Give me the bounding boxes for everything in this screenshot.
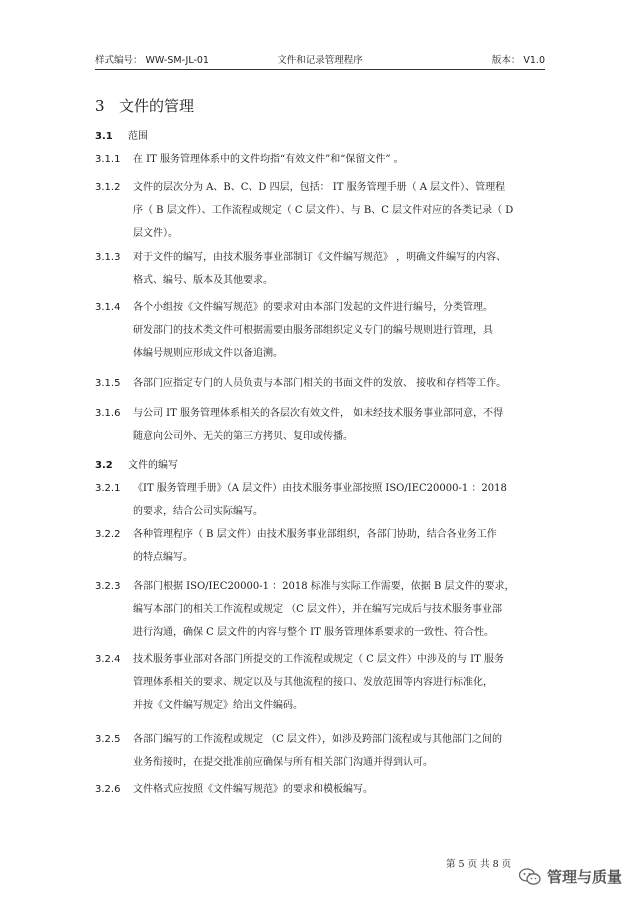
clause-number: 3.2.5 <box>95 734 121 745</box>
clause-number: 3.2.3 <box>95 581 121 592</box>
section-heading <box>95 95 194 116</box>
subsection-number: 3.1 <box>95 131 113 142</box>
clause-text-line: 在 IT 服务管理体系中的文件均指“有效文件”和“保留文件” 。 <box>133 154 404 165</box>
clause-text-line: 技术服务事业部对各部门所提交的工作流程或规定（ C 层文件）中涉及的与 IT 服务 <box>133 654 504 665</box>
wechat-icon <box>519 868 541 886</box>
clause-text-line: 层文件）。 <box>133 228 178 239</box>
clause-text-line: 序（ B 层文件）、工作流程或规定（ C 层文件）、与 B、C 层文件对应的各类记录（ D <box>133 205 514 216</box>
subsection-title: 范围 <box>128 131 148 142</box>
watermark-text: 管理与质量 <box>546 868 622 886</box>
clause-number: 3.2.4 <box>95 654 121 665</box>
clause-text-line: 编写本部门的相关工作流程或规定 （C 层文件），并在编写完成后与技术服务事业部 <box>133 604 503 615</box>
clause-text-line: 随意向公司外、无关的第三方拷贝、复印或传播。 <box>133 431 353 442</box>
document-title: 文件和记录管理程序 <box>277 55 363 66</box>
clause-item <box>95 246 545 292</box>
clause-number: 3.2.6 <box>95 784 121 795</box>
section-title: 文件的管理 <box>119 97 195 115</box>
clause-number: 3.1.1 <box>95 154 121 165</box>
clause-item <box>95 402 545 448</box>
subsection-heading-scope <box>95 127 148 142</box>
clause-text-line: 研发部门的技术类文件可根据需要由服务部组织定义专门的编号规则进行管理，具 <box>133 325 493 336</box>
clause-text-line: 业务衔接时，在提交批准前应确保与所有相关部门沟通并得到认可。 <box>133 757 433 768</box>
subsection-number: 3.2 <box>95 460 113 471</box>
clause-item <box>95 296 545 365</box>
clause-text-line: 进行沟通，确保 C 层文件的内容与整个 IT 服务管理体系要求的一致性、符合性。 <box>133 627 494 638</box>
clause-text-line: 格式、编号、版本及其他要求。 <box>133 275 273 286</box>
clause-number: 3.1.3 <box>95 252 121 263</box>
clause-item <box>95 778 545 801</box>
clause-item <box>95 176 545 245</box>
form-number: 样式编号： WW-SM-JL-01 <box>95 55 209 66</box>
header-divider <box>95 69 545 70</box>
clause-item <box>95 728 545 774</box>
clause-text-line: 各种管理程序（ B 层文件）由技术服务事业部组织，各部门协助，结合各业务工作 <box>133 529 497 540</box>
clause-item <box>95 648 545 717</box>
clause-text-line: 各部门根据 ISO/IEC20000-1 ：2018 标准与实际工作需要，依据 B 层文件的要求， <box>133 581 515 592</box>
clause-text-line: 《IT 服务管理手册》（A 层文件）由技术服务事业部按照 ISO/IEC20000-1 ：2018 <box>133 483 507 494</box>
clause-text-line: 文件的层次分为 A、B、C、D 四层，包括： IT 服务管理手册（ A 层文件）、管理程 <box>133 182 506 193</box>
clause-text-line: 对于文件的编写，由技术服务事业部制订《文件编写规范》 ，明确文件编写的内容、 <box>133 252 507 263</box>
clause-item <box>95 372 545 395</box>
clause-item <box>95 523 545 569</box>
clause-item <box>95 575 545 644</box>
subsection-heading-writing <box>95 456 178 471</box>
clause-item <box>95 148 545 171</box>
clause-text-line: 的要求，结合公司实际编写。 <box>133 506 263 517</box>
clause-number: 3.1.6 <box>95 408 121 419</box>
clause-text-line: 各个小组按《文件编写规范》的要求对由本部门发起的文件进行编号，分类管理。 <box>133 302 493 313</box>
clause-text-line: 的特点编写。 <box>133 552 193 563</box>
clause-number: 3.2.1 <box>95 483 121 494</box>
clause-number: 3.2.2 <box>95 529 121 540</box>
clause-item <box>95 477 545 523</box>
page-number: 第 5 页 共 8 页 <box>446 859 512 870</box>
clause-text-line: 各部门编写的工作流程或规定 （C 层文件），如涉及跨部门流程或与其他部门之间的 <box>133 734 503 745</box>
clause-text-line: 文件格式应按照《文件编写规范》的要求和模板编写。 <box>133 784 373 795</box>
version: 版本： V1.0 <box>491 55 545 66</box>
clause-text-line: 并按《文件编写规定》给出文件编码。 <box>133 700 303 711</box>
clause-text-line: 管理体系相关的要求、规定以及与其他流程的接口、发放范围等内容进行标准化， <box>133 677 493 688</box>
clause-number: 3.1.2 <box>95 182 121 193</box>
subsection-title: 文件的编写 <box>128 460 178 471</box>
clause-text-line: 各部门应指定专门的人员负责与本部门相关的书面文件的发放、 接收和存档等工作。 <box>133 378 507 389</box>
section-number: 3 <box>95 97 105 115</box>
page-header <box>95 52 545 68</box>
clause-number: 3.1.5 <box>95 378 121 389</box>
clause-text-line: 与公司 IT 服务管理体系相关的各层次有效文件， 如未经技术服务事业部同意，不得 <box>133 408 504 419</box>
watermark <box>519 866 622 887</box>
clause-text-line: 体编号规则应形成文件以备追溯。 <box>133 348 283 359</box>
clause-number: 3.1.4 <box>95 302 121 313</box>
